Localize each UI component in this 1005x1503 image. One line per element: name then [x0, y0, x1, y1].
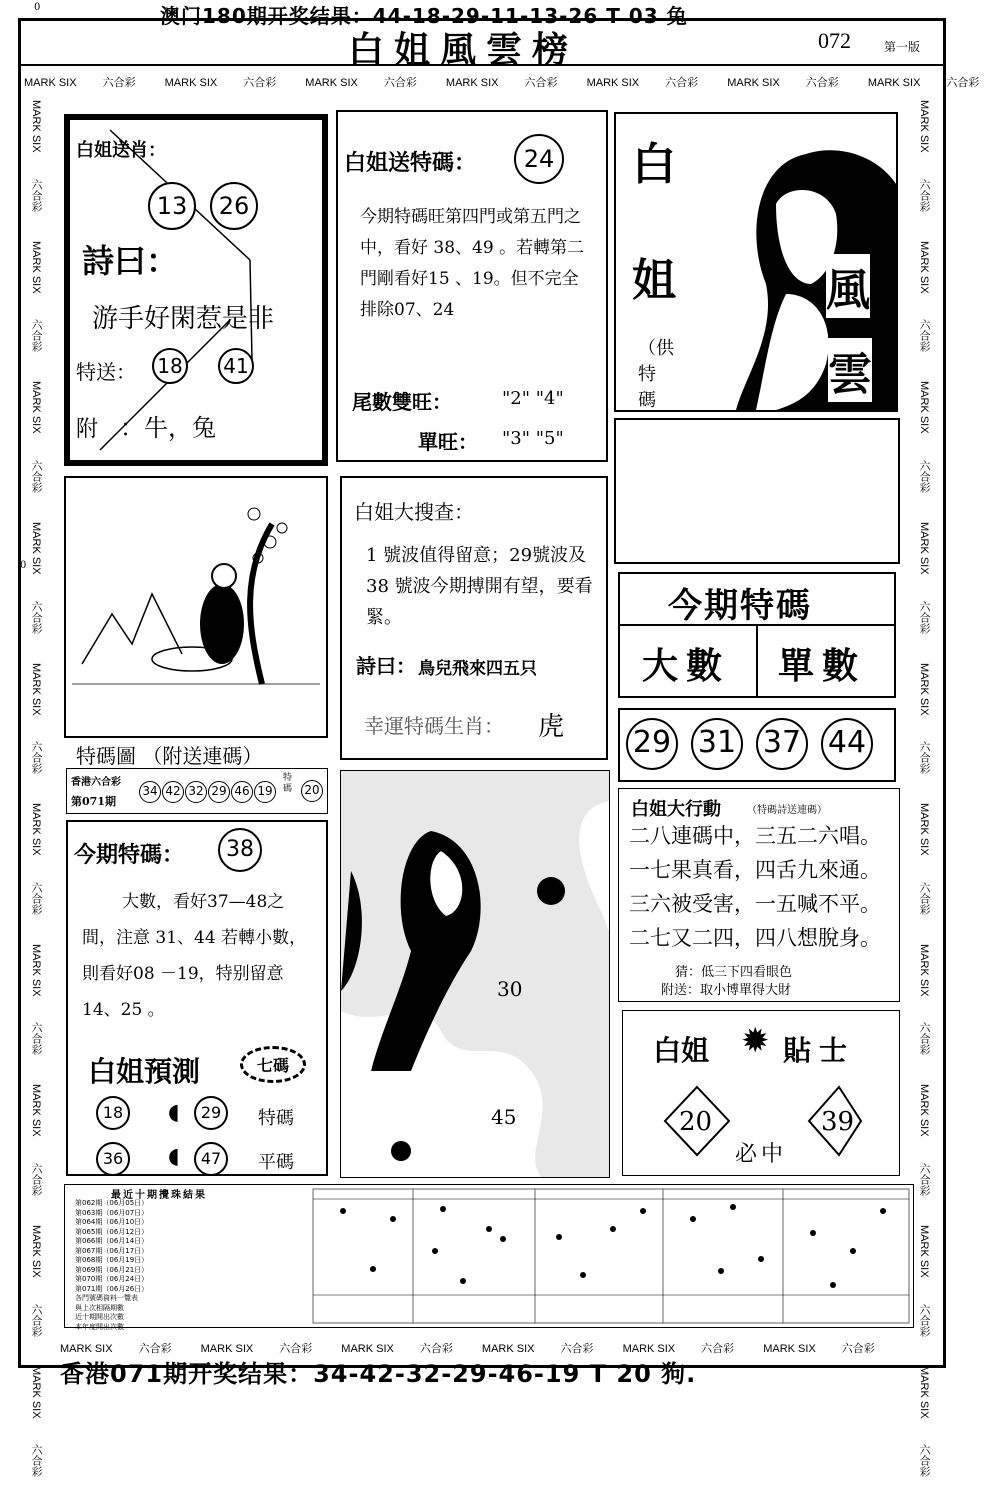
- strip-cn: 六合彩: [918, 459, 930, 493]
- strip-cn: 六合彩: [30, 600, 42, 634]
- strip-en: MARK SIX: [481, 1343, 535, 1355]
- box1-special-balls: [152, 348, 254, 384]
- history-title: 最近十期攪珠結果: [111, 1190, 207, 1201]
- strip-cn: 六合彩: [30, 1444, 42, 1478]
- box5-left: 大數: [642, 646, 731, 687]
- strip-cn: 六合彩: [138, 1343, 172, 1355]
- history-row: 第063期（06月07日）: [75, 1208, 149, 1217]
- history-row: 第067期（06月17日）: [75, 1246, 149, 1255]
- box2-tail-value: "2" "4": [502, 388, 564, 409]
- strip-en: MARK SIX: [727, 77, 780, 89]
- box-portrait: [614, 112, 898, 412]
- box1-balls: [148, 182, 258, 230]
- portrait-note: （供特碼: [638, 338, 674, 411]
- box1-poem: 游手好閑惹是非: [92, 304, 275, 334]
- photo-number: 30: [497, 977, 523, 1001]
- strip-cn: 六合彩: [841, 1343, 875, 1355]
- box-song-te-ma: [336, 110, 608, 462]
- history-row: 第064期（06月10日）: [75, 1218, 149, 1226]
- page-title: 白姐風雲榜: [348, 30, 579, 71]
- box2-tail-label: 尾數雙旺：: [352, 390, 452, 414]
- box7-caption: 特碼圖 （附送連碼）: [76, 744, 263, 768]
- box4-text: 1 號波值得留意；29號波及38 號波今期搏開有望，要看緊。: [366, 545, 593, 628]
- strip-cn: 六合彩: [30, 1022, 42, 1056]
- number-ball: 34: [139, 781, 161, 803]
- portrait-char-1: 白: [632, 139, 676, 190]
- box9-predict-label: 白姐預測: [88, 1055, 201, 1088]
- strip-en: MARK SIX: [30, 521, 42, 575]
- strip-cn: 六合彩: [419, 1343, 453, 1355]
- portrait-char-2: 姐: [632, 255, 676, 306]
- number-ball: 41: [218, 348, 254, 384]
- box4-lucky-label: 幸運特碼生肖：: [364, 714, 504, 738]
- history-row: 第071期（06月26日）: [75, 1284, 149, 1293]
- number-ball: 29: [194, 1096, 228, 1130]
- box-song-xiao: [64, 114, 328, 466]
- number-ball: 29: [626, 718, 678, 770]
- number-ball: 13: [148, 182, 196, 230]
- box4-lucky-value: 虎: [538, 712, 565, 742]
- history-footer: 本年度開出次數: [75, 1322, 124, 1331]
- number-ball: 42: [162, 781, 184, 803]
- box12-ball-2: 39: [821, 1107, 855, 1137]
- box5-right: 單數: [778, 646, 867, 687]
- header-rule: [20, 64, 944, 66]
- box1-attach: ：牛，兔: [120, 414, 216, 442]
- box9-row1-label: 特碼: [258, 1108, 294, 1129]
- strip-en: MARK SIX: [60, 1343, 113, 1355]
- bottom-result: 香港071期开奖结果：34-42-32-29-46-19 T 20 狗.: [60, 1360, 697, 1388]
- box4-poem-label: 詩曰：: [356, 654, 416, 678]
- photo-number: 19: [421, 977, 447, 1001]
- box1-poem-label: 詩曰：: [82, 242, 179, 280]
- history-row: 第066期（06月14日）: [75, 1237, 149, 1245]
- strip-en: MARK SIX: [918, 1365, 930, 1419]
- strip-en: MARK SIX: [200, 1343, 254, 1355]
- strip-cn: 六合彩: [30, 319, 42, 353]
- history-footer: 各門號碼資料一覽表: [75, 1294, 138, 1302]
- box1-label: 白姐送肖：: [76, 140, 166, 161]
- strip-cn: 六合彩: [560, 1343, 594, 1355]
- left-border-strip: [26, 100, 44, 1478]
- box9-predict-tag: 七碼: [240, 1046, 306, 1083]
- number-ball: 26: [210, 182, 258, 230]
- box-da-xing-dong: [618, 788, 900, 1002]
- strip-cn: 六合彩: [243, 77, 277, 89]
- box-tie-shi: [622, 1010, 900, 1176]
- strip-cn: 六合彩: [918, 319, 930, 353]
- top-result: 澳门180期开奖结果：44-18-29-11-13-26 T 03 兔: [160, 4, 688, 28]
- strip-en: MARK SIX: [30, 1084, 42, 1138]
- corner-mark: 0: [20, 560, 27, 571]
- box12-title: 白姐: [653, 1034, 710, 1067]
- strip-cn: 六合彩: [30, 881, 42, 915]
- box9-text: 大數，看好37—48之間，注意 31、44 若轉小數，則看好08 －19，特别留意 14、25 。: [82, 892, 307, 1020]
- history-row: 第068期（06月19日）: [75, 1256, 149, 1264]
- strip-cn: 六合彩: [524, 77, 558, 89]
- blank-box: [614, 418, 900, 564]
- strip-en: MARK SIX: [30, 1225, 42, 1278]
- box11-line: 二八連碼中，三五二六唱。: [629, 824, 881, 848]
- history-rows: [75, 1199, 148, 1332]
- box9-row2-label: 平碼: [258, 1152, 294, 1173]
- box5-title: 今期特碼: [668, 586, 812, 626]
- box11-guess-text: 低三下四看眼色: [701, 965, 793, 980]
- number-ball: 47: [194, 1142, 228, 1176]
- portrait-char-4: 雲: [828, 338, 872, 402]
- strip-en: MARK SIX: [918, 662, 930, 716]
- strip-cn: 六合彩: [805, 77, 839, 89]
- strip-en: MARK SIX: [341, 1343, 394, 1355]
- number-ball: 18: [96, 1096, 130, 1130]
- strip-en: MARK SIX: [30, 100, 42, 153]
- strip-en: MARK SIX: [918, 240, 930, 294]
- history-grid: [313, 1189, 909, 1323]
- strip-cn: 六合彩: [918, 1303, 930, 1337]
- strip-cn: 六合彩: [701, 1343, 735, 1355]
- box11-attach-label: 附送：: [661, 983, 701, 998]
- strip-en: MARK SIX: [918, 803, 930, 856]
- strip-en: MARK SIX: [918, 521, 930, 575]
- number-ball: 44: [821, 718, 873, 770]
- illustration-image: [72, 484, 320, 730]
- box11-guess: [675, 961, 792, 980]
- box11-line: 一七果真看，四舌九來通。: [629, 858, 881, 882]
- box8-label1: 香港六合彩: [71, 777, 121, 788]
- strip-en: MARK SIX: [30, 1365, 42, 1419]
- number-ball: 46: [231, 781, 253, 803]
- box8-special-label: 特碼: [283, 773, 293, 794]
- box-jin-qi-te-ma: [618, 572, 896, 698]
- box4-label: 白姐大搜查：: [354, 500, 474, 524]
- history-row: 第069期（06月21日）: [75, 1265, 149, 1274]
- strip-en: MARK SIX: [445, 77, 499, 89]
- number-ball: 20: [301, 780, 323, 802]
- strip-cn: 六合彩: [30, 1163, 42, 1197]
- strip-cn: 六合彩: [946, 77, 980, 89]
- number-ball: 31: [691, 718, 743, 770]
- box2-label: 白姐送特碼：: [344, 151, 477, 176]
- strip-cn: 六合彩: [918, 881, 930, 915]
- strip-cn: 六合彩: [918, 741, 930, 775]
- strip-cn: 六合彩: [102, 77, 136, 89]
- box-photo: [340, 770, 610, 1178]
- box11-line: 二七又二四，四八想脫身。: [629, 926, 881, 950]
- strip-en: MARK SIX: [305, 77, 358, 89]
- right-border-strip: [914, 100, 932, 1478]
- strip-cn: 六合彩: [30, 178, 42, 212]
- history-footer: 近十期開出次數: [75, 1313, 124, 1321]
- box-last-result: [66, 768, 328, 814]
- box12-title2: 貼士: [783, 1034, 856, 1067]
- header: [18, 22, 946, 71]
- strip-cn: 六合彩: [30, 1303, 42, 1337]
- box11-guess-label: 猜：: [675, 965, 702, 980]
- box11-attach: [661, 979, 791, 998]
- strip-en: MARK SIX: [622, 1343, 676, 1355]
- box11-subtitle: （特碼詩送連碼）: [747, 805, 827, 816]
- box-te-ma-tu: [64, 476, 328, 738]
- box6-balls: [626, 718, 873, 770]
- number-ball: 36: [96, 1142, 130, 1176]
- strip-en: MARK SIX: [30, 240, 42, 294]
- box8-label2: 第071期: [71, 795, 116, 808]
- star-burst-icon: ✹: [741, 1021, 770, 1061]
- number-ball: 32: [185, 781, 207, 803]
- box12-ball-1: 20: [679, 1107, 713, 1137]
- history-footer: 與上次相隔期數: [75, 1303, 124, 1312]
- box1-attach-label: 附: [76, 417, 99, 442]
- box-four-balls: [618, 708, 896, 782]
- box12-tag: 必中: [735, 1142, 788, 1167]
- strip-en: MARK SIX: [24, 77, 77, 89]
- top-border-strip: [24, 74, 980, 92]
- drop-icon: ◖: [168, 1144, 180, 1169]
- drop-icon: ◖: [168, 1100, 180, 1125]
- portrait-char-3: 風: [826, 254, 870, 318]
- strip-en: MARK SIX: [586, 77, 640, 89]
- strip-cn: 六合彩: [918, 1444, 930, 1478]
- strip-en: MARK SIX: [30, 803, 42, 856]
- strip-en: MARK SIX: [918, 1225, 930, 1278]
- box11-lines: [629, 819, 881, 955]
- strip-en: MARK SIX: [918, 1084, 930, 1138]
- strip-en: MARK SIX: [30, 943, 42, 997]
- box-predict: [66, 820, 328, 1176]
- strip-en: MARK SIX: [763, 1343, 816, 1355]
- box11-attach-text: 取小博單得大財: [700, 983, 792, 998]
- strip-cn: 六合彩: [30, 459, 42, 493]
- strip-en: MARK SIX: [867, 77, 921, 89]
- number-ball: 37: [756, 718, 808, 770]
- box11-title: 白姐大行動: [631, 799, 721, 820]
- issue-number: 072: [818, 28, 851, 53]
- strip-en: MARK SIX: [30, 381, 42, 434]
- photo-number: 45: [491, 1105, 517, 1129]
- strip-en: MARK SIX: [30, 662, 42, 716]
- edition: 第一版: [884, 40, 921, 54]
- box-da-sou-cha: [340, 476, 608, 760]
- history-row: 第062期（06月05日）: [75, 1199, 149, 1207]
- box2-single-value: "3" "5": [502, 428, 564, 449]
- box5-vdivider: [756, 624, 758, 696]
- strip-cn: 六合彩: [383, 77, 417, 89]
- box2-text: 今期特碼旺第四門或第五門之中，看好 38、49 。若轉第二門剛看好15 、19。但不完全排除07、24: [360, 207, 585, 320]
- corner-mark: 0: [34, 2, 41, 13]
- strip-cn: 六合彩: [665, 77, 699, 89]
- box9-label: 今期特碼：: [74, 843, 185, 868]
- number-ball: 24: [514, 134, 564, 184]
- history-row: 第070期（06月24日）: [75, 1275, 149, 1283]
- box11-line: 三六被受害，一五喊不平。: [629, 892, 881, 916]
- strip-cn: 六合彩: [918, 1022, 930, 1056]
- strip-cn: 六合彩: [918, 1163, 930, 1197]
- strip-en: MARK SIX: [918, 100, 930, 153]
- photo-image: [341, 771, 609, 1177]
- box4-poem: 鳥兒飛來四五只: [418, 659, 537, 679]
- number-ball: 38: [218, 828, 262, 872]
- strip-en: MARK SIX: [918, 943, 930, 997]
- strip-cn: 六合彩: [918, 178, 930, 212]
- number-ball: 29: [208, 781, 230, 803]
- strip-cn: 六合彩: [279, 1343, 313, 1355]
- history-table: [64, 1184, 914, 1331]
- strip-cn: 六合彩: [30, 741, 42, 775]
- box8-balls: [139, 780, 276, 803]
- strip-cn: 六合彩: [918, 600, 930, 634]
- history-row: 第065期（06月12日）: [75, 1227, 149, 1236]
- number-ball: 18: [152, 348, 188, 384]
- strip-en: MARK SIX: [164, 77, 218, 89]
- box2-single-label: 單旺：: [418, 430, 478, 454]
- box1-special-label: 特送：: [76, 360, 136, 384]
- strip-en: MARK SIX: [918, 381, 930, 434]
- number-ball: 19: [254, 781, 276, 803]
